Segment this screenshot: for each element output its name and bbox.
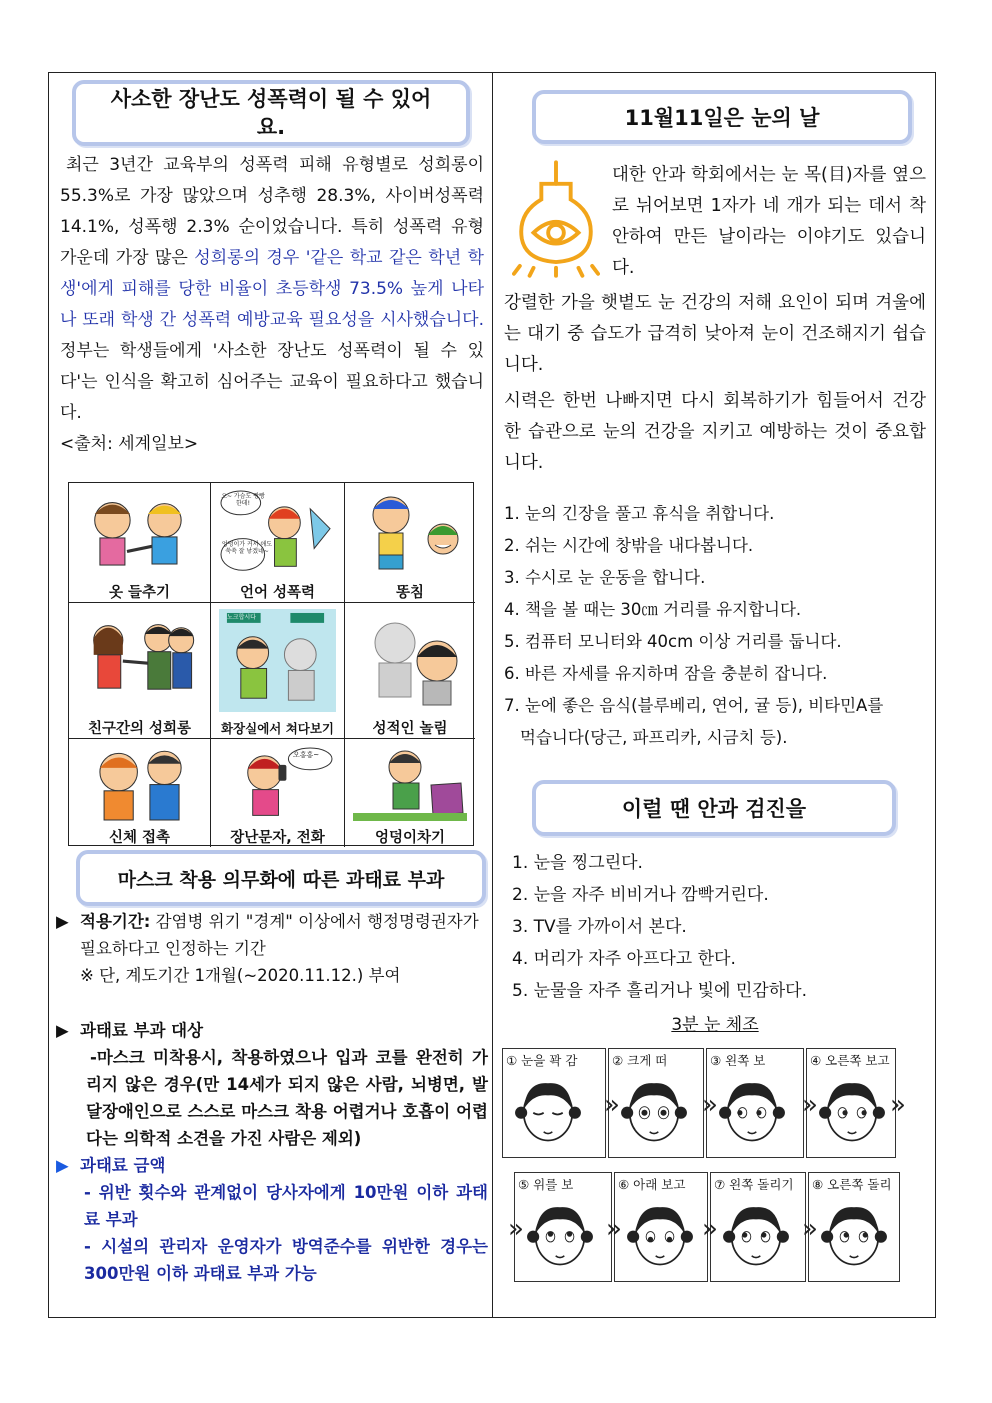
girl-face-illustration — [521, 1193, 599, 1277]
caption: 언어 성폭력 — [239, 585, 316, 601]
restroom-illustration — [219, 609, 336, 712]
eye-day-p3: 시력은 한번 나빠지면 다시 회복하기가 힘들어서 건강한 습관으로 눈의 건강을 지키고 예방하는 것이 중요합니다. — [504, 391, 926, 473]
exercise-panel: ⑤ 위를 보 — [514, 1172, 612, 1282]
kids-teasing-illustration — [77, 489, 202, 583]
tip-item: 5. 컴퓨터 모니터와 40cm 이상 거리를 둡니다. — [504, 632, 842, 651]
caption: 엉덩이차기 — [374, 830, 446, 846]
target-item: ▶ 과태료 부과 대상 — [56, 1017, 488, 1044]
eye-care-tips — [504, 500, 932, 756]
eye-day-p2: 강렬한 가을 햇볕도 눈 건강의 저해 요인이 되며 겨울에는 대기 중 습도가 급격히 낮아져 눈이 건조해지기 쉽습니다. — [504, 293, 926, 375]
double-chevron-icon: » — [702, 1090, 718, 1120]
kick-illustration — [353, 745, 467, 821]
grid-cell-verbal — [211, 483, 345, 603]
speech-bubble: 오홍홍~ — [293, 751, 320, 759]
grid-cell-body-contact — [69, 739, 211, 847]
mask-fine-section — [56, 908, 488, 1287]
tip-item: 먹습니다(당근, 파프리카, 시금치 등). — [520, 728, 788, 747]
eye-day-intro: 대한 안과 학회에서는 눈 목(目)자를 옆으로 뉘어보면 1자가 네 개가 되는 데서 착안하여 만든 날이라는 이야기도 있습니다. — [612, 165, 926, 278]
grid-cell-lift-clothes — [69, 483, 211, 603]
exercise-panel: ⑧ 오른쪽 돌리 — [808, 1172, 900, 1282]
column-divider — [492, 72, 493, 1318]
girl-face-illustration — [621, 1193, 699, 1277]
caption: 옷 들추기 — [108, 585, 171, 601]
speech-bubble: 엉덩이가 커서 애도 쑥쑥 잘 낳겠네~ — [221, 541, 273, 555]
title-harassment: 사소한 장난도 성폭력이 될 수 있어요. — [72, 80, 470, 146]
boys-poking-illustration — [353, 489, 467, 579]
grace-note: ※ 단, 계도기간 1개월(~2020.11.12.) 부여 — [80, 966, 401, 985]
check-item: 5. 눈물을 자주 흘리거나 빛에 민감하다. — [512, 981, 807, 1001]
triangle-bullet-icon: ▶ — [56, 912, 69, 931]
amount-item: ▶ 과태료 금액 — [56, 1152, 488, 1179]
grid-cell-poke — [345, 483, 475, 603]
check-item: 3. TV를 가까이서 본다. — [512, 917, 687, 937]
tip-item: 6. 바른 자세를 유지하며 잠을 충분히 잡니다. — [504, 664, 828, 683]
tip-item: 4. 책을 볼 때는 30㎝ 거리를 유지합니다. — [504, 600, 802, 619]
tip-item: 1. 눈의 긴장을 풀고 휴식을 취합니다. — [504, 504, 775, 523]
exercise-panel: ⑦ 왼쪽 돌리기 — [710, 1172, 806, 1282]
caption: 화장실에서 쳐다보기 — [220, 721, 335, 736]
check-item: 4. 머리가 자주 아프다고 한다. — [512, 949, 736, 969]
girl-face-illustration — [615, 1069, 693, 1153]
period-item: ▶ 적용기간: 감염병 위기 "경계" 이상에서 행정명령권자가 필요하다고 인정하는 기간 — [56, 908, 488, 962]
exercise-panel: ④ 오른쪽 보고 — [806, 1048, 896, 1158]
check-item: 2. 눈을 자주 비비거나 깜빡거린다. — [512, 885, 769, 905]
spacer — [56, 989, 488, 1017]
double-chevron-icon: » — [802, 1090, 818, 1120]
girl-face-illustration — [509, 1069, 587, 1153]
grid-cell-kick — [345, 739, 475, 847]
amount-line-2: - 시설의 관리자 운영자가 방역준수를 위반한 경우는 300만원 이하 과태료 부과 가능 — [84, 1237, 488, 1283]
caption: 친구간의 성희롱 — [87, 721, 192, 737]
double-chevron-icon: » — [604, 1090, 620, 1120]
tip-item: 3. 수시로 눈 운동을 합니다. — [504, 568, 706, 587]
exercise-panel: ② 크게 떠 — [608, 1048, 704, 1158]
grid-cell-toilet-peek — [211, 603, 345, 739]
amount-line-1: - 위반 횟수와 관계없이 당사자에게 10만원 이하 과태료 부과 — [84, 1183, 488, 1229]
caption: 신체 접촉 — [108, 830, 171, 846]
check-item: 1. 눈을 찡그린다. — [512, 853, 643, 873]
double-chevron-icon: » — [606, 1214, 622, 1244]
exercise-panel: ③ 왼쪽 보 — [706, 1048, 804, 1158]
tip-item: 2. 쉬는 시간에 창밖을 내다봅니다. — [504, 536, 754, 555]
harassment-types-grid — [68, 482, 474, 846]
girl-face-illustration — [813, 1069, 891, 1153]
girl-face-illustration — [815, 1193, 893, 1277]
girl-face-illustration — [713, 1069, 791, 1153]
double-chevron-icon: » — [508, 1214, 524, 1244]
title-eye-day: 11월11일은 눈의 날 — [532, 90, 912, 144]
grid-cell-sexual-teasing — [345, 603, 475, 739]
double-chevron-icon: » — [802, 1214, 818, 1244]
girl-face-illustration — [717, 1193, 795, 1277]
article-source: <출처: 세계일보> — [60, 434, 199, 454]
exercise-panel: ① 눈을 꽉 감 — [502, 1048, 606, 1158]
grid-cell-peer-harassment — [69, 603, 211, 739]
exercise-panel: ⑥ 아래 보고 — [614, 1172, 708, 1282]
eye-exam-checklist — [512, 848, 922, 1008]
door-sign: 노크합시다 — [227, 614, 256, 621]
speech-bubble: 오~ 가슴도 빵빵한데! — [221, 493, 265, 507]
target-text: -마스크 미착용시, 착용하였으나 입과 코를 완전히 가리지 않은 경우(만 14세가 되지 않은 사람, 뇌병면, 발달장애인으로 스스로 마스크 착용 어렵거나 호흡이 어렵다는 의학적 소견을 가진 사람은 제외) — [86, 1048, 488, 1148]
double-chevron-icon: » — [702, 1214, 718, 1244]
caption: 똥침 — [395, 585, 424, 601]
double-chevron-icon: » — [890, 1090, 906, 1120]
lightbulb-eye-icon — [512, 160, 600, 278]
kids-pointing-illustration — [77, 609, 202, 717]
title-eye-exam: 이럴 땐 안과 검진을 — [532, 780, 896, 836]
caption: 성적인 놀림 — [372, 721, 448, 737]
body-contact-illustration — [77, 745, 202, 824]
tip-item: 7. 눈에 좋은 음식(블루베리, 연어, 귤 등), 비타민A를 — [504, 696, 884, 715]
grey-kids-illustration — [353, 609, 467, 713]
eye-exercise-title: 3분 눈 체조 — [671, 1015, 759, 1035]
grid-cell-prank-call — [211, 739, 345, 847]
triangle-bullet-icon: ▶ — [56, 1156, 69, 1175]
caption: 장난문자, 전화 — [230, 830, 325, 846]
harassment-article: 최근 3년간 교육부의 성폭력 피해 유형별로 성희롱이 55.3%로 가장 많았으며 성추행 28.3%, 사이버성폭력 14.1%, 성폭행 2.3% 순이었습니다. 특히 성폭력 유형 가운데 가장 많은 성희롱의 경우 '같은 학교 같은 학년 학생'에게 피해를 당한 비율이 초등학생 73.5% 높게 나타나 또래 학생 간 성폭력 예방교육 필요성을 시사했습니다. 정부는 학생들에게 '사소한 장난도 성폭력이 될 수 있다'는 인식을 확고히 심어주는 교육이 필요하다고 했습니다. <출처: 세계일보> — [60, 155, 484, 454]
title-mask-fine: 마스크 착용 의무화에 따른 과태료 부과 — [76, 850, 486, 906]
triangle-bullet-icon: ▶ — [56, 1021, 69, 1040]
